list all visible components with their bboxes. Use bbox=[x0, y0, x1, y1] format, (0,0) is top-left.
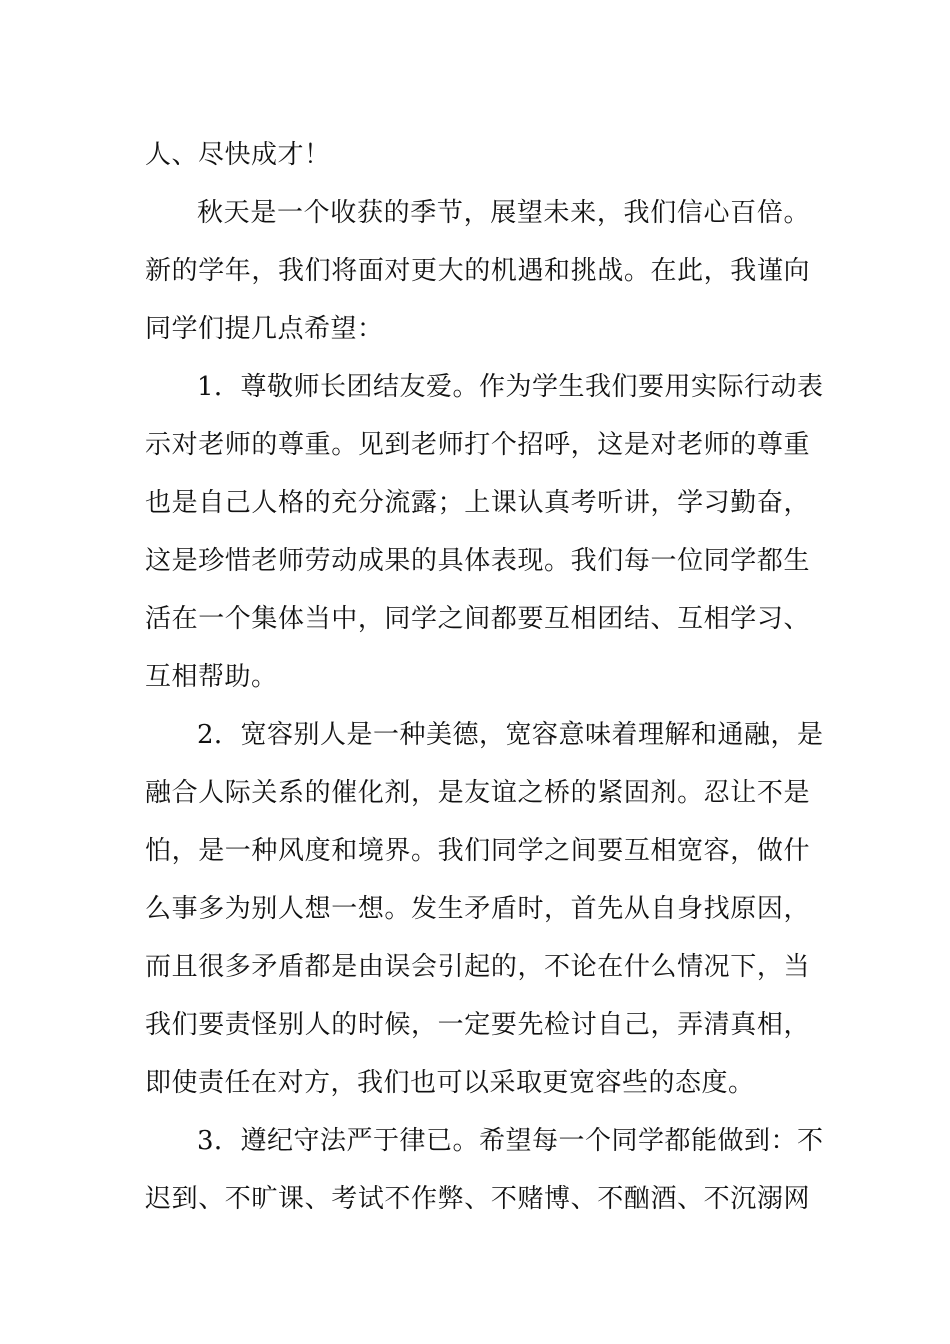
text-line: 也是自己人格的充分流露；上课认真考听讲，学习勤奋， bbox=[145, 488, 810, 518]
text-line: 我们要责怪别人的时候，一定要先检讨自己，弄清真相， bbox=[145, 1010, 810, 1040]
text-line: 怕，是一种风度和境界。我们同学之间要互相宽容，做什 bbox=[145, 836, 810, 866]
text-line: 而且很多矛盾都是由误会引起的，不论在什么情况下，当 bbox=[145, 952, 810, 982]
paragraph-first-line: 秋天是一个收获的季节，展望未来，我们信心百倍。 bbox=[197, 198, 810, 228]
text-line: 活在一个集体当中，同学之间都要互相团结、互相学习、 bbox=[145, 604, 810, 634]
text-line: 迟到、不旷课、考试不作弊、不赌博、不酗酒、不沉溺网 bbox=[145, 1184, 810, 1214]
text-line: 示对老师的尊重。见到老师打个招呼，这是对老师的尊重 bbox=[145, 430, 810, 460]
text-line: 融合人际关系的催化剂，是友谊之桥的紧固剂。忍让不是 bbox=[145, 778, 810, 808]
text-line: 新的学年，我们将面对更大的机遇和挑战。在此，我谨向 bbox=[145, 256, 810, 286]
text-line: 这是珍惜老师劳动成果的具体表现。我们每一位同学都生 bbox=[145, 546, 810, 576]
text-line: 么事多为别人想一想。发生矛盾时，首先从自身找原因， bbox=[145, 894, 810, 924]
text-line: 即使责任在对方，我们也可以采取更宽容些的态度。 bbox=[145, 1068, 755, 1098]
text-line: 互相帮助。 bbox=[145, 662, 278, 692]
text-line: 人、尽快成才！ bbox=[145, 140, 331, 170]
paragraph-first-line: 3．遵纪守法严于律已。希望每一个同学都能做到：不 bbox=[197, 1126, 824, 1156]
paragraph-first-line: 1．尊敬师长团结友爱。作为学生我们要用实际行动表 bbox=[197, 372, 824, 402]
text-line: 同学们提几点希望： bbox=[145, 314, 384, 344]
paragraph-first-line: 2．宽容别人是一种美德，宽容意味着理解和通融，是 bbox=[197, 720, 824, 750]
